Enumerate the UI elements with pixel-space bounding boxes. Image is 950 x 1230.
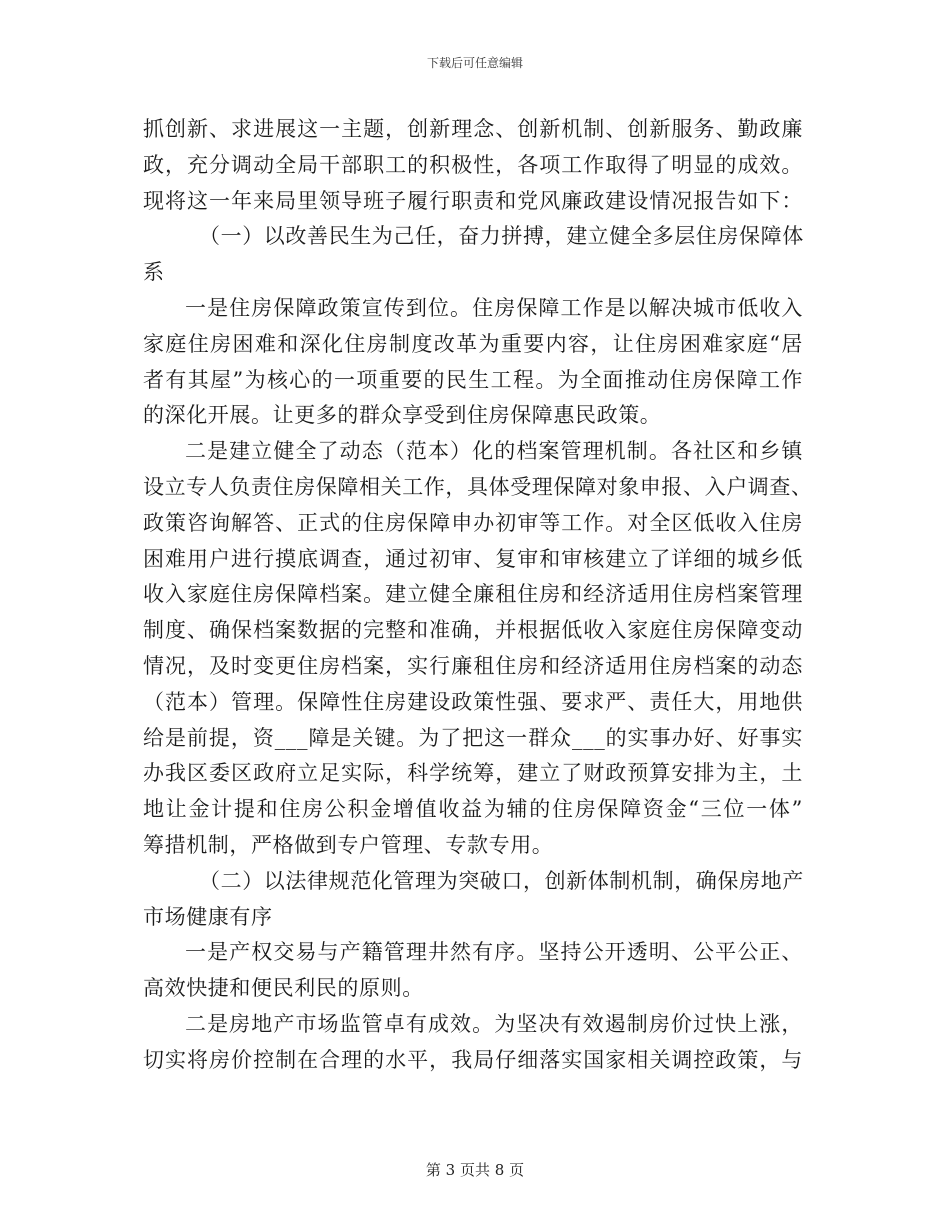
section-heading-line: （二）以法律规范化管理为突破口，创新体制机制，确保房地产 — [199, 868, 804, 893]
text-line: 给是前提，资___障是关键。为了把这一群众___的实事办好、好事实 — [143, 725, 803, 750]
text-line: 政策咨询解答、正式的住房保障申办初审等工作。对全区低收入住房 — [143, 510, 803, 535]
section-heading-line: 系 — [143, 260, 165, 285]
text-line: 困难用户进行摸底调查，通过初审、复审和审核建立了详细的城乡低 — [143, 546, 803, 571]
text-line: 现将这一年来局里领导班子履行职责和党风廉政建设情况报告如下： — [143, 188, 803, 213]
text-line: 家庭住房困难和深化住房制度改革为重要内容，让住房困难家庭“居 — [143, 331, 803, 356]
document-body — [143, 112, 813, 1079]
paragraph-first-line: 一是住房保障政策宣传到位。住房保障工作是以解决城市低收入 — [185, 295, 803, 320]
text-line: 抓创新、求进展这一主题，创新理念、创新机制、创新服务、勤政廉 — [143, 117, 803, 141]
text-line: 制度、确保档案数据的完整和准确，并根据低收入家庭住房保障变动 — [143, 618, 803, 643]
page-number-footer: 第 3 页共 8 页 — [425, 1161, 525, 1179]
text-line: 情况，及时变更住房档案，实行廉租住房和经济适用住房档案的动态 — [143, 653, 803, 678]
paragraph-first-line: 二是建立健全了动态（范本）化的档案管理机制。各社区和乡镇 — [185, 439, 803, 464]
text-line: 的深化开展。让更多的群众享受到住房保障惠民政策。 — [143, 403, 662, 428]
text-line: 筹措机制，严格做到专户管理、专款专用。 — [143, 832, 554, 857]
text-line: 政，充分调动全局干部职工的积极性，各项工作取得了明显的成效。 — [143, 152, 803, 177]
section-heading-line: 市场健康有序 — [143, 904, 273, 929]
text-line: 切实将房价控制在合理的水平，我局仔细落实国家相关调控政策，与 — [143, 1047, 803, 1072]
section-heading-line: （一）以改善民生为己任，奋力拼搏，建立健全多层住房保障体 — [199, 224, 804, 249]
paragraph-first-line: 一是产权交易与产籍管理井然有序。坚持公开透明、公平公正、 — [185, 940, 803, 965]
text-line: 地让金计提和住房公积金增值收益为辅的住房保障资金“三位一体” — [143, 797, 803, 822]
text-line: 高效快捷和便民利民的原则。 — [143, 976, 424, 1001]
text-line: 者有其屋”为核心的一项重要的民生工程。为全面推动住房保障工作 — [143, 367, 803, 392]
page-header-note: 下载后可任意编辑 — [426, 56, 523, 70]
paragraph-first-line: 二是房地产市场监管卓有成效。为坚决有效遏制房价过快上涨， — [185, 1011, 803, 1036]
text-line: （范本）管理。保障性住房建设政策性强、要求严、责任大，用地供 — [143, 689, 803, 714]
text-line: 办我区委区政府立足实际，科学统筹，建立了财政预算安排为主，土 — [143, 761, 803, 786]
text-line: 收入家庭住房保障档案。建立健全廉租住房和经济适用住房档案管理 — [143, 582, 803, 607]
text-line: 设立专人负责住房保障相关工作，具体受理保障对象申报、入户调查、 — [143, 474, 813, 499]
